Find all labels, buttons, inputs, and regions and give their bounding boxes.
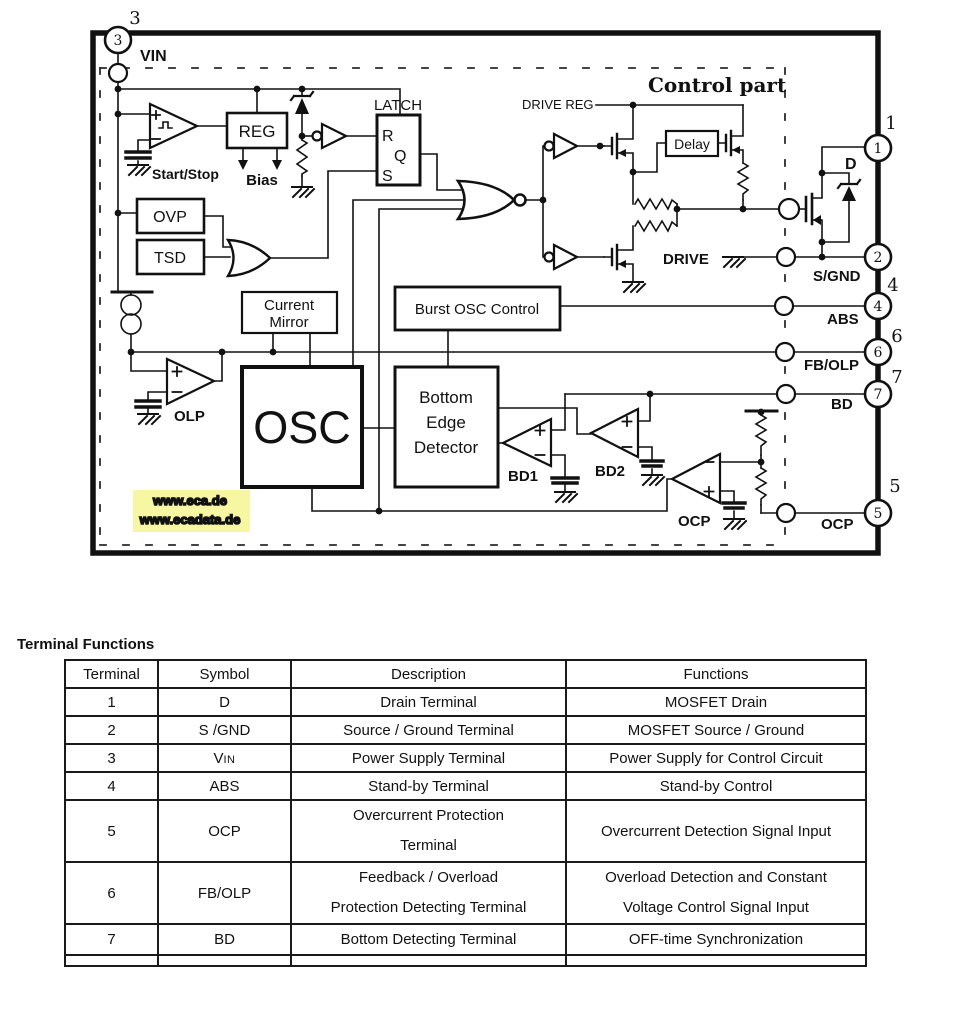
pin6-inner: 6 bbox=[873, 345, 883, 361]
table-row bbox=[65, 772, 866, 800]
cell-description: Bottom Detecting Terminal bbox=[291, 924, 566, 955]
latch-q: Q bbox=[394, 148, 407, 165]
reg-label: REG bbox=[238, 122, 276, 141]
bias-label: Bias bbox=[246, 172, 278, 189]
latch-s: S bbox=[382, 168, 393, 185]
cell-functions: Stand-by Control bbox=[566, 772, 866, 800]
osc-label: OSC bbox=[253, 402, 351, 453]
drive-mosfet-upper bbox=[612, 134, 626, 158]
header-description: Description bbox=[291, 660, 566, 688]
cell-description: Stand-by Terminal bbox=[291, 772, 566, 800]
cell-description: Power Supply Terminal bbox=[291, 744, 566, 772]
table-row bbox=[65, 744, 866, 772]
cell-description: Drain Terminal bbox=[291, 688, 566, 716]
current-mirror-line1: Current bbox=[263, 297, 315, 314]
pin6-outer: 6 bbox=[891, 326, 903, 347]
pin5-outer: 5 bbox=[889, 476, 901, 497]
pin6-label: FB/OLP bbox=[804, 357, 859, 374]
pin1-outer: 1 bbox=[885, 113, 897, 134]
cell-terminal: 3 bbox=[65, 744, 158, 772]
olp-amplifier bbox=[167, 359, 214, 404]
bd2-label: BD2 bbox=[595, 463, 626, 480]
cell-symbol: OCP bbox=[158, 800, 291, 862]
cell-functions: Power Supply for Control Circuit bbox=[566, 744, 866, 772]
latch-input-inverter bbox=[313, 124, 347, 148]
description-line2: Protection Detecting Terminal bbox=[330, 899, 527, 916]
cell-terminal: 1 bbox=[65, 688, 158, 716]
bed-line3: Detector bbox=[413, 438, 479, 457]
pin7-inner: 7 bbox=[873, 387, 883, 403]
empty-cell bbox=[65, 955, 158, 966]
cell-functions: Overcurrent Detection Signal Input bbox=[566, 800, 866, 862]
symbol-sub: IN bbox=[223, 753, 236, 766]
control-part-title: Control part bbox=[648, 73, 787, 97]
burst-label: Burst OSC Control bbox=[414, 301, 540, 318]
description-line1: Overcurrent Protection bbox=[353, 807, 504, 824]
lower-driver-inverter bbox=[545, 245, 578, 269]
latch-r: R bbox=[382, 128, 394, 145]
pin1-inner: 1 bbox=[873, 141, 883, 157]
cell-terminal: 6 bbox=[65, 862, 158, 924]
latch-title: LATCH bbox=[373, 97, 423, 114]
bd1-label: BD1 bbox=[508, 468, 539, 485]
cell-symbol: S /GND bbox=[158, 716, 291, 744]
ovp-label: OVP bbox=[153, 209, 187, 226]
description-line1: Feedback / Overload bbox=[358, 869, 499, 886]
ocp-amp-label: OCP bbox=[678, 513, 711, 530]
empty-cell bbox=[158, 955, 291, 966]
header-functions: Functions bbox=[566, 660, 866, 688]
tsd-label: TSD bbox=[154, 250, 186, 267]
cell-functions: MOSFET Drain bbox=[566, 688, 866, 716]
header-symbol: Symbol bbox=[158, 660, 291, 688]
delay-label: Delay bbox=[674, 136, 710, 152]
start-stop-label: Start/Stop bbox=[152, 166, 219, 182]
bd1-comparator bbox=[503, 419, 551, 466]
cell-functions: MOSFET Source / Ground bbox=[566, 716, 866, 744]
cell-symbol: D bbox=[158, 688, 291, 716]
cell-description bbox=[291, 862, 566, 924]
watermark-line2: www.ecadata.de bbox=[139, 512, 241, 527]
startstop-comparator bbox=[150, 104, 197, 148]
pin3-inner: 3 bbox=[113, 33, 123, 49]
pin3-label: VIN bbox=[140, 48, 167, 65]
functions-line2: Voltage Control Signal Input bbox=[623, 899, 809, 916]
bed-line1: Bottom bbox=[419, 388, 473, 407]
pin4-inner: 4 bbox=[873, 299, 883, 315]
zener-diode bbox=[291, 92, 313, 114]
cell-description: Source / Ground Terminal bbox=[291, 716, 566, 744]
cell-symbol bbox=[158, 744, 291, 772]
terminal-functions-table bbox=[64, 659, 867, 967]
table-row bbox=[65, 688, 866, 716]
bd2-comparator bbox=[591, 409, 638, 457]
pin2-inner: 2 bbox=[873, 250, 883, 266]
pin5-inner: 5 bbox=[873, 506, 883, 522]
cell-functions: OFF-time Synchronization bbox=[566, 924, 866, 955]
pin4-label: ABS bbox=[827, 311, 859, 328]
cell-description bbox=[291, 800, 566, 862]
watermark-line1: www.eca.de bbox=[153, 493, 227, 508]
empty-cell bbox=[291, 955, 566, 966]
drive-reg-label: DRIVE REG bbox=[522, 97, 594, 112]
watermark bbox=[133, 490, 250, 532]
cell-symbol: ABS bbox=[158, 772, 291, 800]
empty-cell bbox=[566, 955, 866, 966]
table-row bbox=[65, 862, 866, 924]
description-line2: Terminal bbox=[400, 837, 457, 854]
table-row bbox=[65, 800, 866, 862]
or-gate bbox=[228, 240, 270, 276]
bed-line2: Edge bbox=[426, 413, 466, 432]
pin5-label: OCP bbox=[821, 516, 854, 533]
olp-label: OLP bbox=[174, 408, 205, 425]
pin4-outer: 4 bbox=[887, 275, 899, 296]
functions-line1: Overload Detection and Constant bbox=[605, 869, 827, 886]
cell-symbol: BD bbox=[158, 924, 291, 955]
drive-mosfet-delay bbox=[726, 131, 740, 155]
bias-arrows bbox=[238, 160, 282, 170]
pin2-label: S/GND bbox=[813, 268, 861, 285]
cell-terminal: 4 bbox=[65, 772, 158, 800]
cell-symbol: FB/OLP bbox=[158, 862, 291, 924]
pin7-label: BD bbox=[831, 396, 853, 413]
table-row bbox=[65, 716, 866, 744]
cell-terminal: 7 bbox=[65, 924, 158, 955]
upper-driver-inverter bbox=[545, 134, 578, 158]
cell-terminal: 2 bbox=[65, 716, 158, 744]
pin3-outer: 3 bbox=[129, 8, 141, 29]
current-source bbox=[112, 292, 152, 334]
pin1-label: D bbox=[845, 156, 857, 173]
nor-gate bbox=[458, 181, 526, 219]
pin7-outer: 7 bbox=[891, 367, 903, 388]
table-header-row bbox=[65, 660, 866, 688]
cell-functions bbox=[566, 862, 866, 924]
drive-label: DRIVE bbox=[663, 251, 709, 268]
ocp-comparator bbox=[672, 454, 720, 503]
table-title: Terminal Functions bbox=[17, 636, 155, 653]
current-mirror-line2: Mirror bbox=[269, 314, 309, 331]
table-row bbox=[65, 924, 866, 955]
drive-mosfet-lower bbox=[612, 245, 626, 269]
symbol-main: V bbox=[213, 749, 224, 767]
cell-terminal: 5 bbox=[65, 800, 158, 862]
table-empty-row bbox=[65, 955, 866, 966]
body-diode bbox=[838, 180, 860, 201]
header-terminal: Terminal bbox=[65, 660, 158, 688]
